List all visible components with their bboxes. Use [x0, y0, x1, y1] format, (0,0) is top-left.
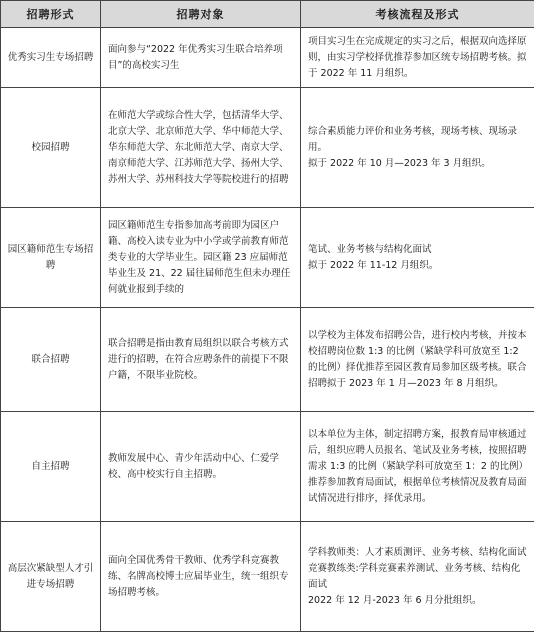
process-line: 2022 年 12 月-2023 年 6 月分批组织。 — [308, 594, 482, 606]
assessment-process-cell — [301, 88, 534, 208]
assessment-process-cell — [301, 308, 534, 412]
table-row — [1, 88, 534, 208]
assessment-process-cell — [301, 208, 534, 308]
process-line: 项目实习生在完成规定的实习之后，根据双向选择原则，由实习学校择优推荐参加区统专场招聘考核。拟于 2022 年 11 月组织。 — [308, 35, 527, 79]
recruitment-target-cell: 面向全国优秀骨干教师、优秀学科竞赛教练、名牌高校博士应届毕业生，统一组织专场招聘考核。 — [101, 522, 301, 632]
recruitment-type-cell: 联合招聘 — [1, 308, 101, 412]
table-row — [1, 412, 534, 522]
recruitment-type-cell: 高层次紧缺型人才引进专场招聘 — [1, 522, 101, 632]
recruitment-target-cell: 联合招聘是指由教育局组织以联合考核方式进行的招聘，在符合应聘条件的前提下不限户籍，不限毕业院校。 — [101, 308, 301, 412]
process-line: 笔试、业务考核与结构化面试 — [308, 243, 432, 255]
assessment-process-cell — [301, 522, 534, 632]
recruitment-target-cell: 面向参与“2022 年优秀实习生联合培养项目”的高校实习生 — [101, 28, 301, 88]
table-row — [1, 28, 534, 88]
recruitment-type-cell: 校园招聘 — [1, 88, 101, 208]
process-line: 综合素质能力评价和业务考核，现场考核、现场录用。 — [308, 125, 518, 153]
assessment-process-cell — [301, 412, 534, 522]
process-line: 拟于 2022 年 11-12 月组织。 — [308, 259, 439, 271]
recruitment-target-cell: 园区籍师范生专指参加高考前即为园区户籍、高校入读专业为中小学或学前教育师范类专业的大学毕业生。园区籍 23 应届师范毕业生及 21、22 届往届师范生但未办理任何就业报到手续的 — [101, 208, 301, 308]
table-row — [1, 208, 534, 308]
table-row — [1, 308, 534, 412]
header-recruitment-form: 招聘形式 — [1, 1, 101, 28]
header-assessment-process: 考核流程及形式 — [301, 1, 534, 28]
process-line: 以本单位为主体，制定招聘方案，报教育局审核通过后，组织应聘人员报名、笔试及业务考核，按照招聘需求 1:3 的比例（紧缺学科可放宽至 1：2 的比例）推荐参加教育局面试，根据单位考核情况及教育局面试情况进行排序，择优录用。 — [308, 428, 527, 504]
recruitment-type-cell: 园区籍师范生专场招聘 — [1, 208, 101, 308]
table-row — [1, 522, 534, 632]
process-line: 拟于 2022 年 10 月—2023 年 3 月组织。 — [308, 157, 491, 169]
recruitment-type-cell: 自主招聘 — [1, 412, 101, 522]
header-row — [1, 1, 534, 28]
process-line: 学科教师类：人才素质测评、业务考核、结构化面试 — [308, 546, 527, 558]
assessment-process-cell — [301, 28, 534, 88]
header-recruitment-target: 招聘对象 — [101, 1, 301, 28]
recruitment-target-cell: 教师发展中心、青少年活动中心、仁爱学校、高中校实行自主招聘。 — [101, 412, 301, 522]
process-line: 以学校为主体发布招聘公告，进行校内考核，并按本校招聘岗位数 1:3 的比例（紧缺学科可放宽至 1:2 的比例）择优推荐至园区教育局参加区级考核。联合招聘拟于 2023 年 1 月—2023 年 8 月组织。 — [308, 329, 527, 389]
process-line: 竞赛教练类:学科竞赛素养测试、业务考核、结构化面试 — [308, 562, 521, 590]
recruitment-target-cell: 在师范大学或综合性大学，包括清华大学、北京大学、北京师范大学、华中师范大学、华东师范大学、东北师范大学、南京大学、南京师范大学、江苏师范大学、扬州大学、苏州大学、苏州科技大学等院校进行的招聘 — [101, 88, 301, 208]
recruitment-type-cell: 优秀实习生专场招聘 — [1, 28, 101, 88]
